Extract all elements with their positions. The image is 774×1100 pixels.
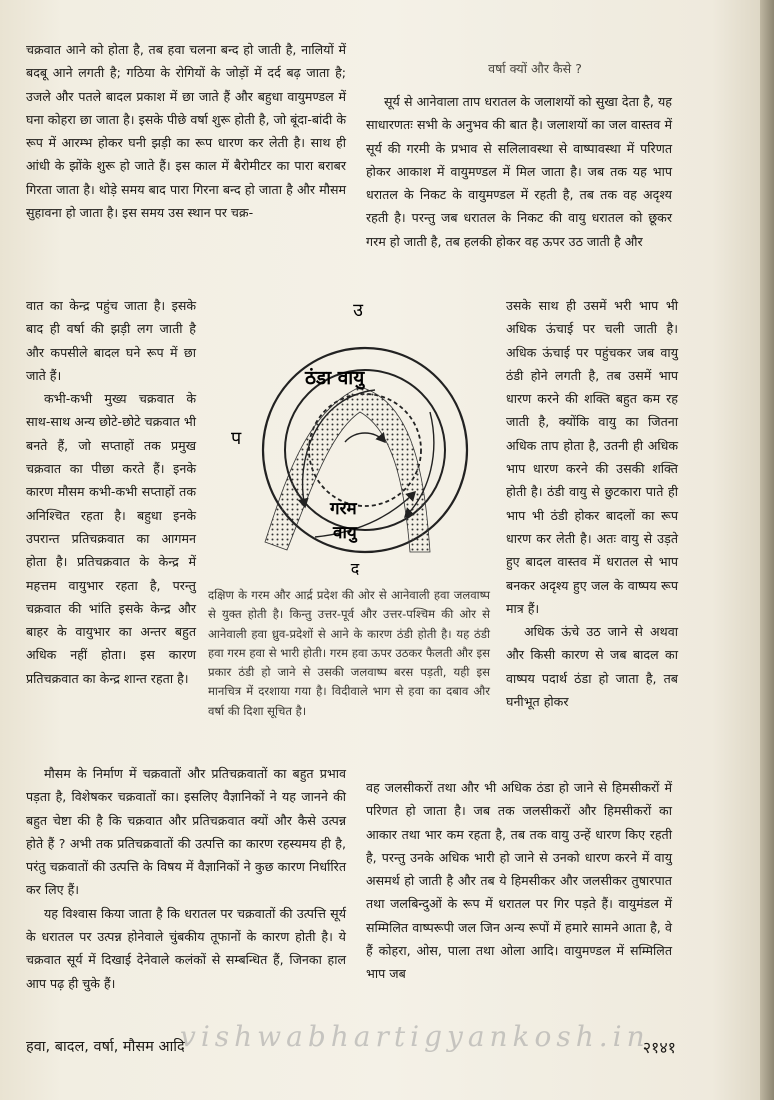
- west-label: प: [231, 428, 242, 449]
- north-label: उ: [353, 300, 363, 321]
- left-column-middle: [26, 294, 196, 690]
- paragraph: अधिक ऊंचे उठ जाने से अथवा और किसी कारण से जब बादल का वाष्पय पदार्थ ठंडा हो जाता है, तब घनीभूत होकर: [506, 624, 678, 710]
- air-label: वायु: [333, 523, 357, 543]
- paragraph: कभी-कभी मुख्य चक्रवात के साथ-साथ अन्य छोटे-छोटे चक्रवात भी बनते हैं, जो सप्ताहों तक प्रमुख चक्रवात का पीछा करते हैं। इनके कारण मौसम कभी-कभी सप्ताहों तक अनिश्चित रहता है। बहुधा इनके उपरान्त प्रतिचक्रवात का आगमन होता है। प्रतिचक्रवात के केन्द्र में महत्तम वायुभार रहता है, परन्तु चक्रवात की भांति इसके केन्द्र और बाहर के वायुभार का अन्तर बहुत अधिक नहीं होता। इस कारण प्रतिचक्रवात का केन्द्र शान्त रहता है।: [26, 391, 196, 686]
- right-column-bottom: [366, 776, 672, 986]
- section-heading: वर्षा क्यों और कैसे ?: [488, 61, 582, 76]
- left-column-bottom: [26, 762, 346, 995]
- warm-label: गरम: [330, 499, 357, 519]
- right-column-top: [366, 90, 672, 253]
- running-footer: हवा, बादल, वर्षा, मौसम आदि: [26, 1039, 185, 1055]
- paragraph: उसके साथ ही उसमें भरी भाप भी अधिक ऊंचाई पर चली जाती है। अधिक ऊंचाई पर पहुंचकर जब वायु ठंडी होने लगती है, तब उसमें भाप धारण करने की शक्ति बहुत कम रह जाती है, क्योंकि वायु का जितना अधिक ताप होता है, उतनी ही अधिक भाप धारण करने की उसकी शक्ति होती है। ठंडी वायु से छुटकारा पाते ही भाप भी ठंडी होकर बादलों का रूप धारण कर लेती है। अतः वायु से उड़ते हुए बादल वास्तव में धरातल से भाप बनकर अदृश्य हुए जल के वाष्पय रूप मात्र हैं।: [506, 298, 678, 616]
- cold-air-label: ठंडा वायु: [305, 367, 365, 389]
- cyclone-diagram: [225, 292, 485, 582]
- paragraph: चक्रवात आने को होता है, तब हवा चलना बन्द हो जाती है, नालियों में बदबू आने लगती है; गठिया के रोगियों के जोड़ों में दर्द बढ़ जाता है; उजले और पतले बादल प्रकाश में छा जाते हैं और बहुधा वायुमण्डल में घना कोहरा छा जाता है। इसके पीछे वर्षा शुरू होती है, जो बूंदा-बांदी के रूप में आरम्भ होकर घनी झड़ी का रूप धारण कर लेती है। साथ ही आंधी के झोंके शुरू हो जाते हैं। इस काल में बैरोमीटर का पारा बराबर गिरता जाता है। थोड़े समय बाद पारा गिरना बन्द हो जाता है और मौसम सुहावना हो जाता है। इस समय उस स्थान पर चक्र-: [26, 42, 346, 221]
- left-column-top: [26, 38, 346, 224]
- page-gutter-shadow: [760, 0, 774, 1100]
- air-flow-arrow: [345, 433, 385, 442]
- watermark: vishwabhartigyankosh.in: [180, 1020, 650, 1053]
- cyclone-figure: [225, 292, 485, 582]
- south-label: द: [350, 559, 360, 578]
- right-column-narrow: [506, 294, 678, 713]
- page-number: २१४१: [642, 1038, 676, 1057]
- paragraph: वात का केन्द्र पहुंच जाता है। इसके बाद ही वर्षा की झड़ी लग जाती है और कपसीले बादल घने रूप में छा जाते हैं।: [26, 298, 196, 383]
- paragraph: यह विश्वास किया जाता है कि धरातल पर चक्रवातों की उत्पत्ति सूर्य के धरातल पर उत्पन्न होनेवाले चुंबकीय तूफानों के कारण होती है। ये चक्रवात सूर्य में दिखाई देनेवाले कलंकों से सम्बन्धित हैं, जिनका हाल आप पढ़ ही चुके हैं।: [26, 905, 346, 991]
- paragraph: सूर्य से आनेवाला ताप धरातल के जलाशयों को सुखा देता है, यह साधारणतः सभी के अनुभव की बात है। जलाशयों का जल वास्तव में सूर्य की गरमी के प्रभाव से सलिलावस्था से वाष्पावस्था में परिणत होकर आकाश में वायुमण्डल में मिल जाता है। जब तक यह भाप धरातल के निकट के वायुमण्डल में रहती है, तब तक वह अदृश्य रहती है। परन्तु जब धरातल के निकट की वायु धरातल को छूकर गरम हो जाती है, तब हलकी होकर वह ऊपर उठ जाती है और: [366, 94, 672, 249]
- paragraph: मौसम के निर्माण में चक्रवातों और प्रतिचक्रवातों का बहुत प्रभाव पड़ता है, विशेषकर चक्रवातों का। इसलिए वैज्ञानिकों ने यह जानने की बहुत चेष्टा की है कि चक्रवात और प्रतिचक्रवात क्यों और कैसे उत्पन्न होते हैं ? अभी तक प्रतिचक्रवातों की उत्पत्ति का कारण रहस्यमय ही है, परंतु चक्रवातों की उत्पत्ति के विषय में वैज्ञानिकों ने कुछ कारण निर्धारित कर लिए हैं।: [26, 766, 346, 898]
- paragraph: वह जलसीकरों तथा और भी अधिक ठंडा हो जाने से हिमसीकरों में परिणत हो जाता है। जब तक जलसीकरों और हिमसीकरों का आकार तथा भार कम रहता है, तब तक वायु उन्हें धारण किए रहती है, परन्तु उनके अधिक भारी हो जाने से उनको धारण करने में वायु असमर्थ हो जाती है और तब ये हिमसीकर और जलसीकर तुषारपात तथा जलबिन्दुओं के रूप में धरातल पर गिर पड़ते हैं। वायुमंडल में सम्मिलित वाष्परूपी जल जिन अन्य रूपों में हमारे सामने आता है, वे हैं कोहरा, ओस, पाला तथा ओला आदि। वायुमण्डल में सम्मिलित भाप जब: [366, 780, 672, 982]
- figure-caption: दक्षिण के गरम और आर्द्र प्रदेश की ओर से आनेवाली हवा जलवाष्प से युक्त होती है। किन्तु उत्तर-पूर्व और उत्तर-पश्चिम की ओर से आनेवाली हवा ध्रुव-प्रदेशों से आने के कारण ठंडी होती है। यह ठंडी हवा गरम हवा से भारी होती। गरम हवा ऊपर उठकर फैलती और इस प्रकार ठंडी हो जाने से उसकी जलवाष्प बरस पड़ती, यही इस मानचित्र में दरशाया गया है। विदीवाले भाग से हवा का दबाव और वर्षा की दिशा सूचित है।: [208, 588, 490, 718]
